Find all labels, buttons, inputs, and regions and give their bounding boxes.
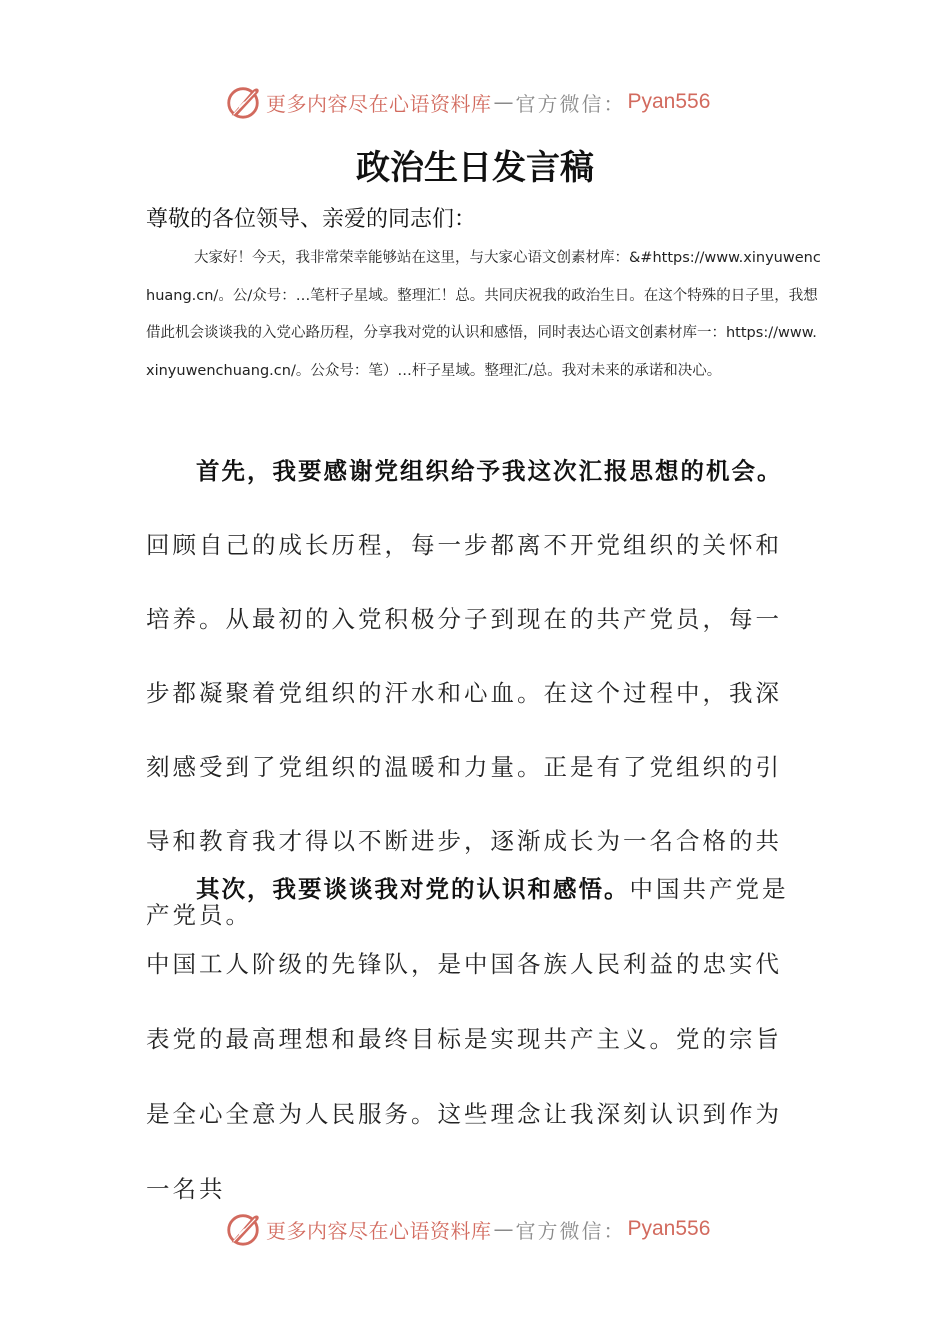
paragraph-understanding: [146, 852, 808, 1227]
intro-paragraph: 大家好！今天，我非常荣幸能够站在这里，与大家心语文创素材库：&#https://www.xinyuwenchuang.cn/。公/众号：…笔杆子星域。整理汇！总。共同庆祝我的政治生日。在这个特殊的日子里，我想借此机会谈谈我的入党心路历程，分享我对党的认识和感悟，同时表达心语文创素材库一：https://www.xinyuwenchuang.cn/。公众号：笔）…杆子星域。整理汇/总。我对未来的承诺和决心。: [146, 250, 821, 379]
banner-wechat-label: 官方微信：: [515, 1218, 626, 1243]
paragraph-lead: 首先，我要感谢党组织给予我这次汇报思想的机会。: [196, 457, 783, 485]
paragraph-body: 中国共产党是中国工人阶级的先锋队，是中国各族人民利益的忠实代表党的最高理想和最终目标是实现共产主义。党的宗旨是全心全意为人民服务。这些理念让我深刻认识到作为一名共: [146, 875, 789, 1203]
header-banner: [224, 82, 710, 122]
banner-separator: —: [493, 1217, 514, 1241]
footer-banner: [224, 1209, 710, 1249]
banner-separator: —: [493, 90, 514, 114]
banner-text: 更多内容尽在心语资料库: [266, 91, 492, 116]
paragraph-lead: 其次，我要谈谈我对党的认识和感悟。: [196, 875, 630, 903]
banner-wechat-id: Pyan556: [627, 90, 711, 113]
page-title: 政治生日发言稿: [356, 148, 594, 188]
banner-text: 更多内容尽在心语资料库: [266, 1218, 492, 1243]
quill-pen-logo-icon: [224, 1210, 262, 1248]
greeting: 尊敬的各位领导、亲爱的同志们：: [146, 207, 477, 232]
quill-pen-logo-icon: [224, 83, 262, 121]
paragraph-body: 回顾自己的成长历程，每一步都离不开党组织的关怀和培养。从最初的入党积极分子到现在的共产党员，每一步都凝聚着党组织的汗水和心血。在这个过程中，我深刻感受到了党组织的温暖和力量。正是有了党组织的引导和教育我才得以不断进步，逐渐成长为一名合格的共产党员。: [146, 531, 782, 929]
banner-wechat-label: 官方微信：: [515, 91, 626, 116]
banner-wechat-id: Pyan556: [627, 1217, 711, 1240]
